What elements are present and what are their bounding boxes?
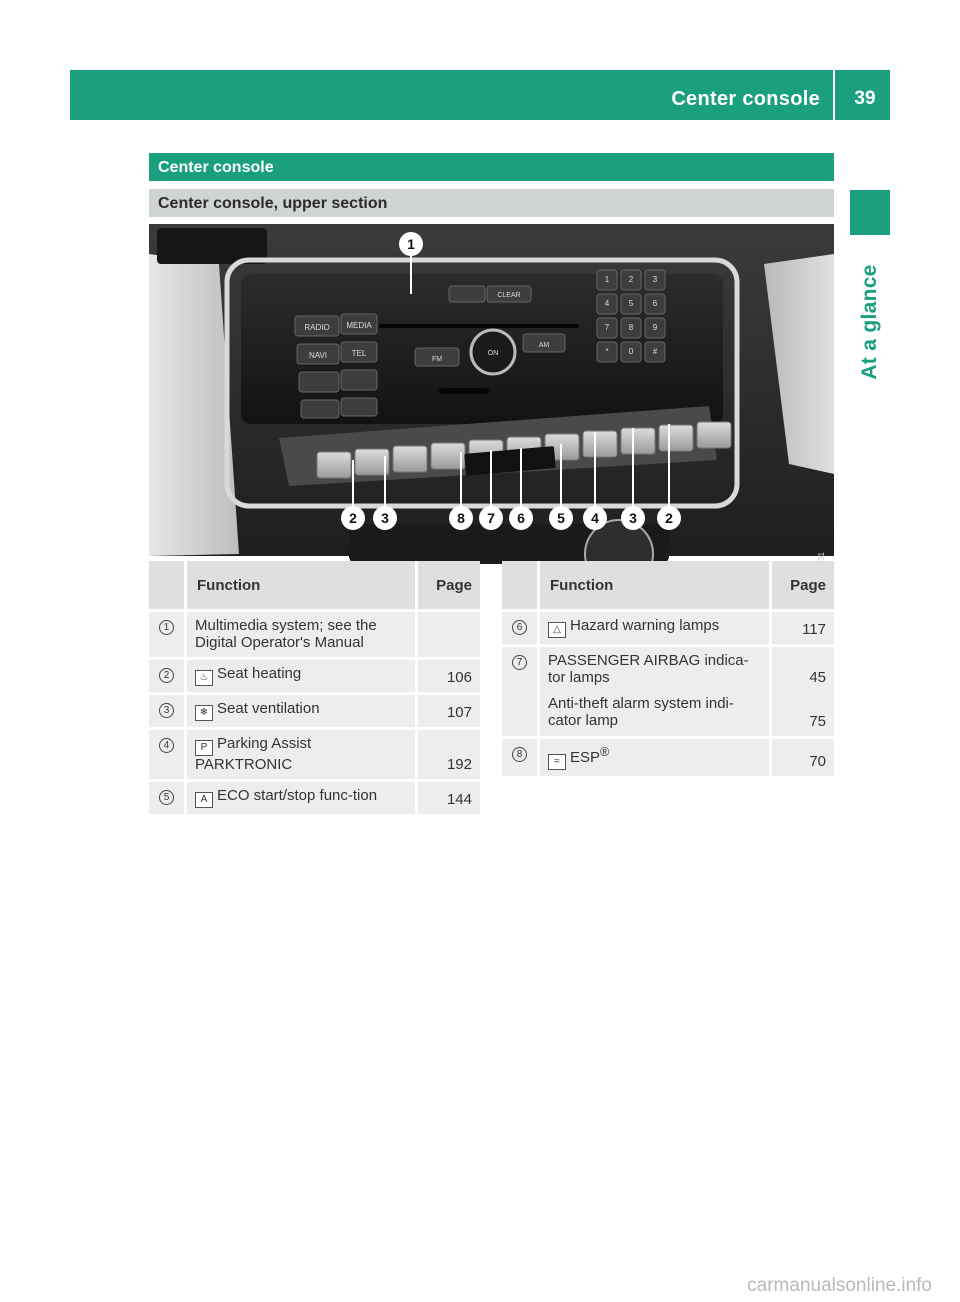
esp-off-icon: ≈: [548, 754, 566, 770]
keypad-key-label: 8: [628, 323, 634, 332]
header-title: Center console: [671, 88, 820, 110]
row-page: [415, 660, 480, 695]
function-text: Multimedia system; see the Digital Operator's Manual: [195, 617, 377, 651]
row-page: [415, 695, 480, 730]
keypad-key-label: 9: [652, 323, 658, 332]
function-text: PASSENGER AIRBAG indica-tor lamps: [548, 652, 749, 686]
keypad-key-label: 3: [652, 275, 658, 284]
console-button: [659, 425, 693, 451]
function-text: ECO start/stop func-tion: [217, 787, 378, 804]
row-number: [502, 647, 540, 739]
chapter-tab: [850, 190, 890, 235]
table-row: [502, 739, 834, 779]
row-page: [769, 739, 834, 779]
site-watermark: carmanualsonline.info: [747, 1275, 932, 1296]
callout-number: 6: [512, 620, 527, 635]
row-function: [187, 730, 415, 782]
page-ref-secondary: 75: [809, 713, 826, 730]
row-function: [187, 612, 415, 660]
navi-button-label: NAVI: [308, 351, 328, 360]
row-number: [149, 730, 187, 782]
function-table-left: [149, 561, 480, 817]
function-table-right: [502, 561, 834, 779]
keypad-key-label: 6: [652, 299, 658, 308]
header-function: Function: [187, 561, 415, 612]
row-function: [540, 739, 769, 779]
page-ref: 107: [446, 704, 472, 721]
fm-button-label: FM: [431, 356, 443, 363]
console-button: [697, 422, 731, 448]
row-function: [187, 660, 415, 695]
callout-label: 6: [517, 510, 525, 526]
row-number: [149, 612, 187, 660]
function-text: Hazard warning lamps: [570, 617, 720, 634]
keypad-key-label: 0: [628, 347, 634, 356]
registered-mark: ®: [600, 745, 610, 759]
function-text: Parking Assist PARKTRONIC: [195, 735, 312, 773]
row-number: [149, 782, 187, 817]
row-number: [149, 695, 187, 730]
section-title: Center console: [149, 153, 834, 181]
callout-number: 3: [159, 703, 174, 718]
row-number: [502, 739, 540, 779]
keypad-key-label: 2: [628, 275, 634, 284]
console-button: [431, 443, 465, 469]
function-text-secondary: Anti-theft alarm system indi-cator lamp: [548, 695, 734, 729]
callout-label: 2: [349, 510, 357, 526]
am-button-label: AM: [538, 342, 550, 349]
callout-label: 8: [457, 510, 465, 526]
page-ref: 106: [446, 669, 472, 686]
page-ref: 192: [446, 756, 472, 773]
header-page: Page: [415, 561, 480, 612]
media-button-label: MEDIA: [346, 321, 372, 330]
console-button: [355, 449, 389, 475]
console-button: [317, 452, 351, 478]
row-function: [540, 612, 769, 647]
table-row: [149, 782, 480, 817]
keypad-key-label: *: [605, 347, 609, 356]
row-function: [540, 647, 769, 739]
keypad-key-label: 4: [604, 299, 610, 308]
keypad-key-label: 7: [604, 323, 610, 332]
header-num: [149, 561, 187, 612]
function-text: Seat ventilation: [217, 700, 320, 717]
header-divider: [833, 70, 835, 120]
table-row: [149, 695, 480, 730]
callout-number: 8: [512, 747, 527, 762]
header-function: Function: [540, 561, 769, 612]
callout-label: 5: [557, 510, 565, 526]
row-function: [187, 782, 415, 817]
row-page: [769, 647, 834, 739]
header-num: [502, 561, 540, 612]
row-function: [187, 695, 415, 730]
table-header-row: [502, 561, 834, 612]
keypad-key-label: 1: [604, 275, 610, 284]
callout-label: 3: [629, 510, 637, 526]
table-row: [149, 730, 480, 782]
eco-icon: A: [195, 792, 213, 808]
callout-number: 4: [159, 738, 174, 753]
parking-off-icon: P: [195, 740, 213, 756]
center-console-photo: [149, 224, 834, 556]
header-page: Page: [769, 561, 834, 612]
callout-label: 4: [591, 510, 599, 526]
page-number: 39: [854, 88, 876, 109]
page-ref: 117: [802, 621, 826, 638]
callout-label: 2: [665, 510, 673, 526]
on-button-label: ON: [487, 350, 499, 357]
page-ref: 144: [446, 791, 472, 808]
row-number: [502, 612, 540, 647]
hazard-icon: △: [548, 622, 566, 638]
console-button: [393, 446, 427, 472]
keypad-key-label: #: [652, 347, 658, 356]
row-page: [769, 612, 834, 647]
page-ref: 45: [809, 669, 826, 686]
row-page: [415, 730, 480, 782]
callout-number: 7: [512, 655, 527, 670]
tel-button-label: TEL: [351, 349, 367, 358]
radio-button-label: RADIO: [304, 323, 330, 332]
function-text: ESP: [570, 749, 601, 766]
table-header-row: [149, 561, 480, 612]
callout-number: 5: [159, 790, 174, 805]
seat-heating-icon: ♨: [195, 670, 213, 686]
seat-ventilation-icon: ❄: [195, 705, 213, 721]
callout-number: 2: [159, 668, 174, 683]
row-page: [415, 612, 480, 660]
row-page: [415, 782, 480, 817]
page-ref: 70: [809, 753, 826, 770]
row-number: [149, 660, 187, 695]
table-row: [149, 660, 480, 695]
table-row: [502, 612, 834, 647]
subsection-title: Center console, upper section: [149, 189, 834, 217]
console-button: [621, 428, 655, 454]
callout-label: 7: [487, 510, 495, 526]
callout-label: 1: [407, 236, 415, 252]
chapter-label: At a glance: [858, 264, 881, 380]
page-header: [70, 70, 890, 120]
callout-label: 3: [381, 510, 389, 526]
clear-button-label: CLEAR: [497, 292, 521, 299]
callout-number: 1: [159, 620, 174, 635]
function-text: Seat heating: [217, 665, 302, 682]
keypad-key-label: 5: [628, 299, 634, 308]
table-row: [502, 647, 834, 739]
console-button: [583, 431, 617, 457]
table-row: [149, 612, 480, 660]
